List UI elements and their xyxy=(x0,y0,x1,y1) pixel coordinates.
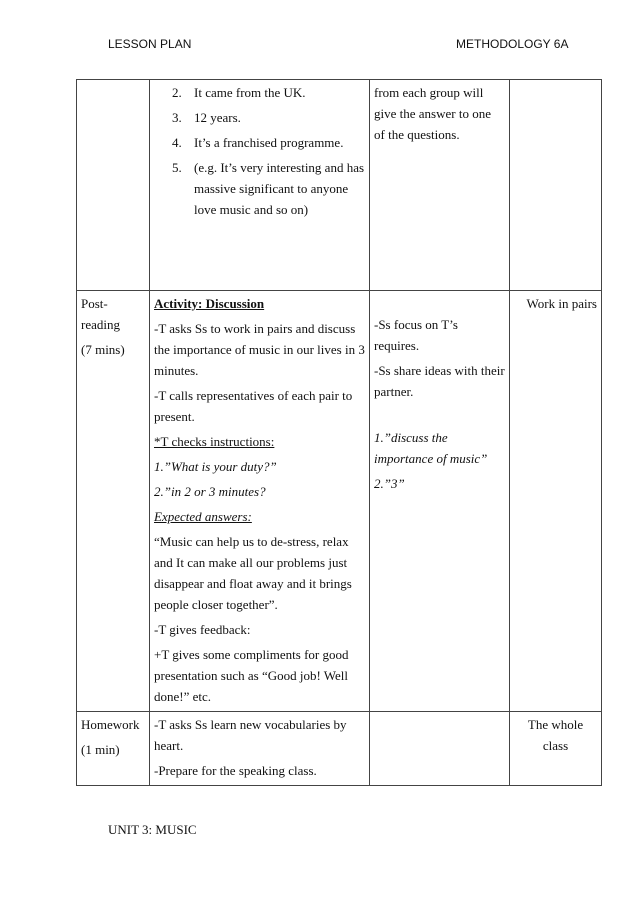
answer-item: 2. It came from the UK. xyxy=(172,85,306,100)
student-answer: 2.”3” xyxy=(374,476,405,491)
footer-unit: UNIT 3: MUSIC xyxy=(108,822,197,837)
students-activity-cell xyxy=(370,291,510,712)
check-instructions-title: *T checks instructions: xyxy=(154,434,275,449)
interaction-label: Work in pairs xyxy=(526,296,597,311)
teacher-activity-cell xyxy=(150,712,370,786)
stage-label-line2: reading xyxy=(81,317,120,332)
students-activity-cell xyxy=(370,80,510,291)
interaction-cell xyxy=(510,291,602,712)
teacher-step: -T calls representatives of each pair to present. xyxy=(154,388,353,424)
students-activity-cell xyxy=(370,712,510,786)
interaction-label: The whole class xyxy=(527,717,584,753)
student-step: -Ss share ideas with their partner. xyxy=(374,363,505,399)
table-row xyxy=(77,712,602,786)
stage-cell xyxy=(77,80,150,291)
stage-label-line1: Post- xyxy=(81,296,108,311)
expected-answer: “Music can help us to de-stress, relax and It can make all our problems just disappear and float away and it brings people closer together”. xyxy=(154,534,352,612)
expected-answers-title: Expected answers: xyxy=(154,509,252,524)
teacher-activity-cell xyxy=(150,80,370,291)
table-row xyxy=(77,291,602,712)
activity-title: Activity: Discussion xyxy=(154,296,265,311)
answer-item: 5. (e.g. It’s very interesting and has massive significant to anyone love music and so on) xyxy=(172,160,365,217)
check-question: 2.”in 2 or 3 minutes? xyxy=(154,484,266,499)
teacher-step: -T gives feedback: xyxy=(154,622,251,637)
teacher-activity-cell xyxy=(150,291,370,712)
lesson-plan-table xyxy=(76,79,602,786)
header-right: METHODOLOGY 6A xyxy=(456,37,569,51)
answer-item: 4. It’s a franchised programme. xyxy=(172,135,344,150)
answer-item: 3. 12 years. xyxy=(172,110,241,125)
interaction-cell xyxy=(510,712,602,786)
stage-label: Homework xyxy=(81,717,140,732)
check-question: 1.”What is your duty?” xyxy=(154,459,277,474)
teacher-step: +T gives some compliments for good presentation such as “Good job! Well done!” etc. xyxy=(154,647,349,704)
students-note: from each group will give the answer to one of the questions. xyxy=(374,85,491,142)
stage-time: (1 min) xyxy=(81,742,120,757)
teacher-step: -T asks Ss learn new vocabularies by heart. xyxy=(154,717,347,753)
interaction-cell xyxy=(510,80,602,291)
teacher-step: -Prepare for the speaking class. xyxy=(154,763,317,778)
header-left: LESSON PLAN xyxy=(108,37,192,51)
student-answer: 1.”discuss the importance of music” xyxy=(374,430,488,466)
teacher-step: -T asks Ss to work in pairs and discuss the importance of music in our lives in 3 minutes. xyxy=(154,321,365,378)
stage-time: (7 mins) xyxy=(81,342,125,357)
stage-cell xyxy=(77,291,150,712)
stage-cell xyxy=(77,712,150,786)
student-step: -Ss focus on T’s requires. xyxy=(374,317,458,353)
table-row xyxy=(77,80,602,291)
